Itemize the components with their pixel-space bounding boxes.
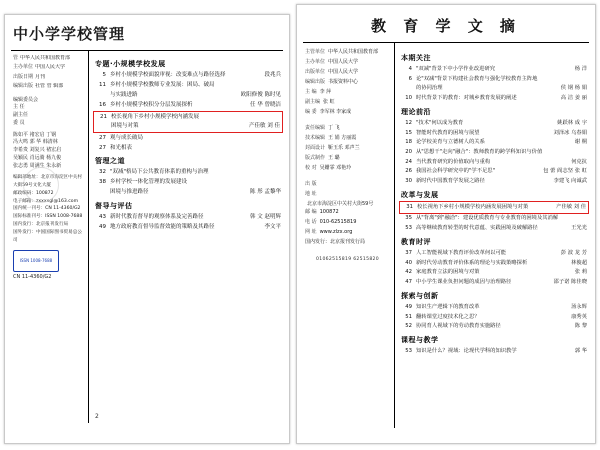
masthead-key: 编 委 <box>305 109 317 115</box>
toc-page-number: 53 <box>405 224 412 231</box>
masthead-key: 主管单位 <box>305 49 326 55</box>
toc-entry[interactable] <box>401 348 587 355</box>
toc-entry[interactable] <box>401 178 587 185</box>
toc-entry[interactable] <box>401 76 587 83</box>
toc-page-number: 30 <box>405 177 412 184</box>
masthead-value: 010-62515819 <box>319 219 357 225</box>
toc-page-number: 32 <box>99 169 106 176</box>
toc-page-number: 42 <box>405 269 412 276</box>
toc-entry[interactable] <box>401 130 587 137</box>
masthead-row <box>305 208 390 216</box>
toc-author: 邵子诺 陈佳晓 <box>553 278 587 285</box>
masthead-value: 100872 <box>319 209 339 215</box>
section-heading: 课程与教学 <box>401 336 439 345</box>
toc-page-number: 40 <box>405 259 412 266</box>
masthead-row <box>305 154 390 162</box>
toc-title: "双减"背景下中小学作业改进研究 <box>416 66 496 72</box>
right-masthead-column <box>303 43 395 428</box>
toc-page-number: 18 <box>405 139 412 146</box>
toc-entry[interactable] <box>95 102 281 109</box>
toc-title: 乡村小规模学校面貌审视：改变难点与路径选择 <box>110 72 226 78</box>
toc-page-number: 52 <box>405 323 412 330</box>
masthead-key: 地 址 <box>305 191 317 197</box>
masthead-key: 版式制作 <box>305 155 326 161</box>
masthead-row <box>305 144 390 152</box>
toc-author: 包 蕾 阎志坚 张 虹 <box>543 168 587 175</box>
toc-title: 新时代中国教育学发展之路径 <box>416 177 485 184</box>
board-names-block <box>13 132 85 171</box>
toc-entry[interactable] <box>401 215 587 222</box>
toc-title: 和光相表 <box>110 144 133 151</box>
toc-entry[interactable] <box>95 72 281 79</box>
toc-author: 彭 波 龙 芳 <box>560 249 587 256</box>
masthead-value: 中国人民大学 <box>35 64 66 71</box>
toc-entry[interactable] <box>401 139 587 146</box>
toc-entry[interactable] <box>401 260 587 267</box>
toc-title: 协同育人视域下的劳动教育实施路径 <box>416 323 501 330</box>
toc-title: 从"背离"到"融洽"：建设优质教育与专业教育的困境及其消解 <box>416 215 559 222</box>
board-role: 委 员 <box>13 119 25 126</box>
left-page-title: 中小学学校管理 <box>13 25 126 43</box>
masthead-key: 主办单位 <box>13 64 34 71</box>
issn-text: ISSN 1008-7688 <box>19 258 53 264</box>
toc-author: 侯 钢 杨 娟 <box>560 85 587 92</box>
masthead-value: 国内发行：北京报刊发行局 <box>305 239 366 245</box>
section-heading: 管理之道 <box>95 157 125 166</box>
toc-author: 李建飞 向诚武 <box>553 177 587 184</box>
toc-author: 郭 华 <box>574 348 587 355</box>
section-heading: 专题·小规模学校发展 <box>95 60 166 68</box>
toc-author: 段兆兵 <box>264 72 281 78</box>
masthead-key: 副主编 <box>305 99 321 105</box>
toc-entry[interactable] <box>401 323 587 330</box>
section-heading: 本期关注 <box>401 54 431 62</box>
toc-page-number: 11 <box>99 81 106 88</box>
toc-title: 当代教育研究的价值取向与重构 <box>416 158 491 165</box>
masthead-row <box>305 218 390 226</box>
toc-author: 任 华 曾晓洁 <box>250 101 281 108</box>
toc-title: 论"双减"背景下构建社会教育与强化学校教育主阵地 <box>416 75 538 82</box>
masthead-key: 封面设计 <box>305 145 326 151</box>
toc-title: 从"思想干"走向"融合"：教师教育的跨学科知识与价值 <box>416 148 543 155</box>
masthead-row <box>305 164 390 172</box>
toc-entry-continuation[interactable] <box>401 85 587 92</box>
toc-page-number: 27 <box>99 144 106 151</box>
masthead-row <box>305 134 390 142</box>
section-heading: 督导与评估 <box>95 201 133 210</box>
toc-page-number: 31 <box>406 204 413 211</box>
masthead-row <box>13 83 85 91</box>
small-print-line: 邮政编码：100872 <box>13 190 54 196</box>
toc-page-number: 47 <box>405 278 412 285</box>
toc-entry[interactable] <box>401 149 587 156</box>
toc-entry[interactable] <box>401 159 587 166</box>
toc-author: 欧阳修俊 陈时见 <box>240 91 281 98</box>
cn-number: CN 11-4360/G2 <box>13 274 52 281</box>
section-heading: 理论前沿 <box>401 108 431 117</box>
toc-entry[interactable] <box>401 314 587 321</box>
masthead-row <box>305 68 390 76</box>
toc-author: 谢 桐 <box>574 139 587 146</box>
toc-title: 人工智能视域下教育评价改革何以可能 <box>416 249 507 256</box>
toc-author: 高 洁 姜 丽 <box>560 94 587 101</box>
masthead-value: 社管 管 辑部 <box>35 82 64 89</box>
masthead-row <box>305 98 390 106</box>
toc-page-number: 5 <box>102 72 106 78</box>
masthead-value: 吴姗霏 邓艳玲 <box>319 165 352 171</box>
toc-entry[interactable] <box>95 179 281 186</box>
toc-page-number: 51 <box>405 313 412 320</box>
toc-author: 杨 洋 <box>574 66 587 72</box>
toc-author: 王光光 <box>571 224 587 231</box>
toc-title: 翻转课堂过度技术化之思？ <box>416 313 480 320</box>
masthead-key: 电 话 <box>305 219 317 225</box>
masthead-row <box>305 238 390 246</box>
masthead-value: 李军林 李家成 <box>319 109 352 115</box>
masthead-row <box>305 78 390 86</box>
toc-entry[interactable] <box>95 145 281 152</box>
masthead-row <box>305 88 390 96</box>
toc-title: 论学校美育与立德树人的关系 <box>416 139 485 146</box>
board-role: 主 任 <box>13 104 25 111</box>
toc-title: 与实践进路 <box>110 91 138 98</box>
page-number: 2 <box>95 413 99 420</box>
masthead-key: 编辑出版 <box>305 79 326 85</box>
masthead-value: 王 璐 <box>328 155 340 161</box>
right-page-title: 教 育 学 文 摘 <box>371 17 521 35</box>
small-print-line: 编辑部地址：北京市海淀区中关村 <box>13 175 82 181</box>
right-page-body <box>303 42 589 428</box>
barcode-text: 01062515819 62515820 <box>316 257 379 262</box>
masthead-row <box>305 58 390 66</box>
toc-page-number: 10 <box>405 94 412 101</box>
toc-author: 林俊超 <box>571 259 587 266</box>
toc-entry[interactable] <box>401 66 587 73</box>
left-masthead-column <box>11 51 89 423</box>
small-print-line: 国际标准刊号：ISSN 1008-7688 <box>13 214 83 220</box>
masthead-value: 中华人民共和国教育部 <box>20 55 71 61</box>
toc-title: 困境与推进路径 <box>110 189 149 196</box>
highlighted-toc-entry[interactable] <box>95 113 281 131</box>
toc-entry[interactable] <box>401 225 587 232</box>
toc-entry[interactable] <box>96 114 280 121</box>
toc-entry[interactable] <box>401 120 587 127</box>
toc-page-number: 35 <box>405 215 412 222</box>
left-journal-page <box>4 14 290 444</box>
small-print-line: 国外发行：中国国际图书贸易总公司 <box>13 229 82 243</box>
toc-page-number: 37 <box>405 249 412 256</box>
masthead-key: 网 址 <box>305 229 317 235</box>
toc-title: "技术"何以成为教育 <box>416 120 464 127</box>
masthead-key: 责任编辑 <box>305 125 326 131</box>
masthead-key: 出 版 <box>305 181 317 187</box>
board-name-line: 冯大鸣 郭 华 韩清林 <box>13 139 58 146</box>
highlighted-toc-entry[interactable] <box>401 203 587 212</box>
toc-page-number: 53 <box>405 348 412 355</box>
issn-stamp <box>13 250 59 272</box>
toc-page-number: 49 <box>99 223 106 230</box>
toc-title: 新时代教育督导的观察体系及完善路径 <box>110 213 204 220</box>
masthead-row <box>305 124 390 132</box>
toc-page-number: 16 <box>99 101 106 108</box>
toc-entry[interactable] <box>401 269 587 276</box>
masthead-row <box>305 190 390 198</box>
toc-entry[interactable] <box>95 224 281 231</box>
section-heading: 探索与创新 <box>401 292 439 301</box>
board-name-line: 吴颖民 肖远骑 杨九俊 <box>13 154 62 161</box>
section-heading: 改革与发展 <box>401 191 439 200</box>
editorial-board-block <box>13 97 85 128</box>
masthead-key: 主 编 <box>305 89 317 95</box>
toc-title: 乡村小规模学校教师专业发展：困局、破局 <box>110 81 215 88</box>
toc-title: 时代背景下的教育：对城乡教育发展的阐述 <box>416 94 517 101</box>
toc-page-number: 20 <box>405 148 412 155</box>
toc-title: 我国社会科学研究中的"学不足思" <box>416 168 496 175</box>
masthead-row <box>13 74 85 82</box>
small-print-line: 国内发行：北京报刊发行局 <box>13 222 69 228</box>
toc-entry[interactable] <box>402 204 586 211</box>
toc-page-number: 24 <box>405 158 412 165</box>
toc-author: 韩 文 赵明辉 <box>250 213 281 220</box>
toc-author: 姚跃林 成 宇 <box>557 120 587 127</box>
masthead-key: 管 <box>13 55 19 61</box>
decorative-seal <box>23 167 59 203</box>
toc-page-number: 15 <box>405 129 412 136</box>
masthead-value: 张 虹 <box>323 99 335 105</box>
masthead-value: 靳玉乐 邓声兰 <box>328 145 360 151</box>
toc-entry[interactable] <box>401 168 587 175</box>
toc-entry-continuation[interactable] <box>96 123 280 130</box>
masthead-row <box>305 48 390 56</box>
masthead-value: 中国人民大学 <box>328 59 359 65</box>
masthead-row <box>13 55 85 63</box>
toc-title: 观与成长破局 <box>110 135 144 142</box>
board-name-line: 李希贵 刘复兴 褚宏启 <box>13 147 62 153</box>
masthead-key: 出版单位 <box>305 69 326 75</box>
masthead-value: 李 萍 <box>319 89 332 95</box>
toc-author: 康秀英 <box>571 313 587 320</box>
right-toc-column <box>395 43 589 428</box>
masthead-row <box>305 180 390 188</box>
toc-title: 校长视角下乡村小规模学校内涵发展 <box>111 114 200 121</box>
toc-entry-continuation[interactable] <box>95 92 281 99</box>
masthead-value: 月刊 <box>35 73 46 80</box>
toc-title: 新时代劳动教育评价体系的理论与实践策略探析 <box>416 259 528 266</box>
toc-entry[interactable] <box>401 279 587 286</box>
toc-entry-continuation[interactable] <box>95 189 281 196</box>
toc-title: 的协同治理 <box>416 85 443 92</box>
toc-title: 知识生产逻辑下的教育改革 <box>416 304 480 311</box>
toc-title: 乡村学校一体化管理的发展建设 <box>110 179 188 186</box>
masthead-key: 出版日期 <box>13 73 34 80</box>
masthead-key: 校 对 <box>305 165 317 171</box>
toc-page-number: 4 <box>408 66 412 72</box>
toc-title: 家庭教育立法的困境与对策 <box>416 269 480 276</box>
board-role: 副主任 <box>13 112 29 118</box>
masthead-value: 中华人民共和国教育部 <box>328 49 379 55</box>
masthead-address: 北京市海淀区中关村大街59号 <box>307 201 374 207</box>
masthead-key: 邮 编 <box>305 209 317 215</box>
toc-title: "双减"格局下公共教育体系的重构与治理 <box>110 169 209 176</box>
toc-page-number: 21 <box>100 114 107 121</box>
toc-entry[interactable] <box>95 169 281 176</box>
masthead-row <box>305 228 390 236</box>
masthead-value: 书报资料中心 <box>328 79 359 85</box>
small-print-line: 电子邮箱：zxxxxgl@163.com <box>13 198 79 204</box>
toc-author: 汤永辉 <box>571 304 587 311</box>
masthead-key: 主办单位 <box>305 59 326 65</box>
section-heading: 教育时评 <box>401 237 431 246</box>
toc-entry[interactable] <box>95 82 281 89</box>
toc-page-number: 12 <box>405 120 412 127</box>
toc-author: 陈 黎 <box>574 323 587 330</box>
toc-title: 高等继续教育转型的时代意蕴、实践困境及破解路径 <box>416 224 538 231</box>
toc-author: 产佳敏 刘 佳 <box>249 122 280 129</box>
board-name-line: 陈如平 褚宏启 丁钢 <box>13 131 57 138</box>
masthead-key: 技术编辑 <box>305 135 326 141</box>
toc-title: 中小学生课业负担问题的成因与治理路径 <box>416 278 512 285</box>
toc-page-number: 26 <box>405 168 412 175</box>
masthead-value: www.zlzx.org <box>319 229 353 235</box>
toc-author: 陈 彤 孟黎华 <box>250 189 281 196</box>
toc-title: 乡村小规模学校积分分层发展探析 <box>110 101 193 108</box>
masthead-value: 中国人民大学 <box>328 69 359 75</box>
masthead-row <box>13 64 85 72</box>
toc-author: 李文平 <box>264 223 281 230</box>
small-print-line: 国内统一刊号：CN 11-4360/G2 <box>13 206 81 212</box>
toc-title: 知识是什么？视域：论现代学科的知识教学 <box>416 348 517 355</box>
toc-entry[interactable] <box>95 214 281 221</box>
toc-entry[interactable] <box>95 135 281 142</box>
toc-page-number: 43 <box>99 213 106 220</box>
masthead-row <box>305 108 390 116</box>
toc-author: 产佳敏 刘 佳 <box>556 204 586 211</box>
toc-page-number: 6 <box>408 75 412 82</box>
toc-page-number: 38 <box>99 179 106 186</box>
toc-title: 校长视角下乡村小规模学校内涵发展困境与对策 <box>417 204 529 211</box>
left-page-body <box>11 50 283 423</box>
toc-entry[interactable] <box>401 95 587 102</box>
left-toc-column <box>89 51 283 423</box>
toc-page-number: 27 <box>99 135 106 142</box>
masthead-value: 丁 飞 <box>328 125 340 131</box>
right-journal-page <box>296 4 596 444</box>
toc-author: 张 莉 <box>574 269 587 276</box>
small-print-line: 大街59号文化大厦 <box>13 183 52 189</box>
toc-title: 困境与对策 <box>111 122 139 129</box>
toc-author: 刘泽冰 乌春娟 <box>553 129 587 136</box>
masthead-value: 王 娟 方丽霞 <box>328 135 357 141</box>
board-name-line: 张志勇 周满生 朱永新 <box>13 162 62 169</box>
board-heading: 编辑委员会 <box>13 96 39 103</box>
toc-entry[interactable] <box>401 304 587 311</box>
toc-entry[interactable] <box>401 250 587 257</box>
toc-title: 智能时代教育的困境与展望 <box>416 129 480 136</box>
toc-title: 地方政府教育督导监督效能的策略及其路径 <box>110 223 215 230</box>
masthead-key: 编辑出版 <box>13 82 34 89</box>
toc-page-number: 49 <box>405 304 412 311</box>
toc-author: 何克抗 <box>571 158 587 165</box>
